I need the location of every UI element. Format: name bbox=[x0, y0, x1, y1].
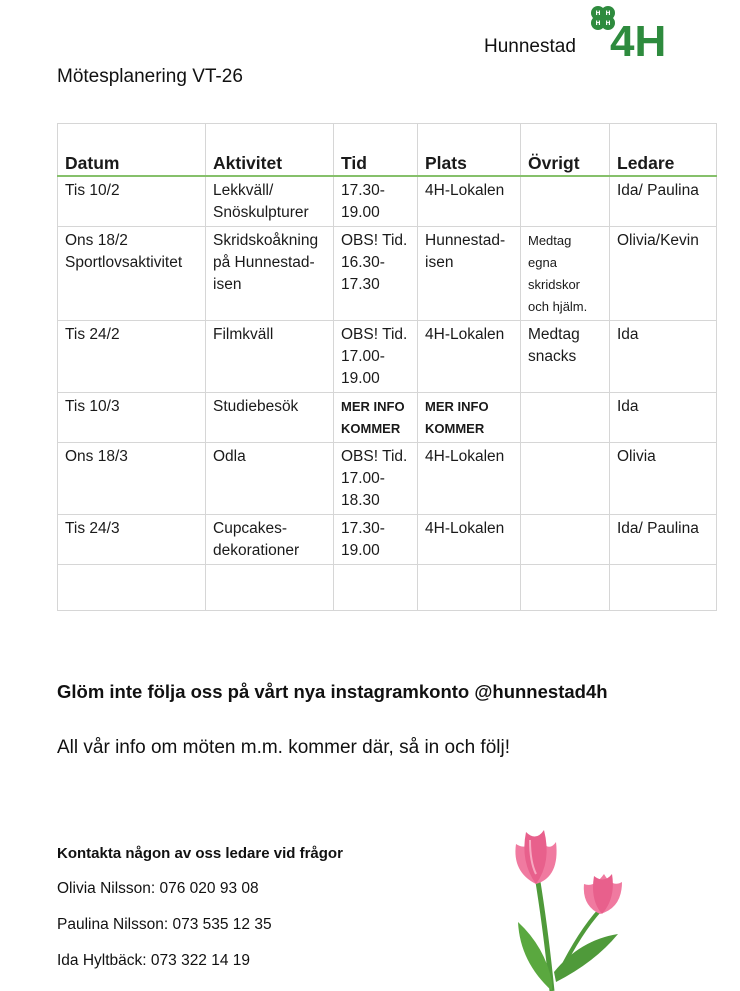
cell-ledare: Olivia bbox=[610, 443, 717, 515]
cell-plats: MER INFO KOMMER bbox=[418, 393, 521, 443]
column-header: Datum bbox=[58, 124, 206, 177]
table-row bbox=[58, 321, 717, 393]
cell-aktivitet: Lekkväll/ Snöskulpturer bbox=[206, 176, 334, 227]
cell-tid: OBS! Tid. 17.00-18.30 bbox=[334, 443, 418, 515]
table-row bbox=[58, 515, 717, 565]
cell-aktivitet: Skridskoåkning på Hunnestad-isen bbox=[206, 227, 334, 321]
cell-ovrigt bbox=[521, 443, 610, 515]
column-header: Aktivitet bbox=[206, 124, 334, 177]
cell-tid: OBS! Tid. 17.00-19.00 bbox=[334, 321, 418, 393]
svg-text:H: H bbox=[605, 10, 611, 17]
tulip-flower-large bbox=[515, 830, 556, 884]
cell-ovrigt bbox=[521, 515, 610, 565]
svg-text:H: H bbox=[605, 20, 611, 27]
cell-plats: 4H-Lokalen bbox=[418, 515, 521, 565]
column-header: Tid bbox=[334, 124, 418, 177]
contact-item: Olivia Nilsson: 076 020 93 08 bbox=[57, 880, 259, 897]
cell-plats: 4H-Lokalen bbox=[418, 443, 521, 515]
cell-aktivitet: Studiebesök bbox=[206, 393, 334, 443]
cell-tid: MER INFO KOMMER bbox=[334, 393, 418, 443]
cell-aktivitet: Filmkväll bbox=[206, 321, 334, 393]
cell-datum: Tis 24/3 bbox=[58, 515, 206, 565]
svg-text:H: H bbox=[595, 20, 601, 27]
contact-item: Paulina Nilsson: 073 535 12 35 bbox=[57, 916, 272, 933]
cell-tid: OBS! Tid. 16.30-17.30 bbox=[334, 227, 418, 321]
table-row-empty bbox=[58, 565, 717, 611]
cell-datum: Ons 18/2 Sportlovsaktivitet bbox=[58, 227, 206, 321]
cell-plats: Hunnestad-isen bbox=[418, 227, 521, 321]
cell-ledare: Ida/ Paulina bbox=[610, 176, 717, 227]
cell-ledare: Ida bbox=[610, 393, 717, 443]
column-header: Ledare bbox=[610, 124, 717, 177]
cell-datum: Tis 10/3 bbox=[58, 393, 206, 443]
cell-aktivitet: Odla bbox=[206, 443, 334, 515]
cell-ovrigt: Medtag snacks bbox=[521, 321, 610, 393]
table-row bbox=[58, 393, 717, 443]
tulip-flower-small bbox=[584, 874, 622, 914]
cell-plats: 4H-Lokalen bbox=[418, 321, 521, 393]
svg-text:H: H bbox=[595, 10, 601, 17]
column-header: Plats bbox=[418, 124, 521, 177]
logo-text: 4H bbox=[610, 17, 667, 60]
cell-datum: Tis 24/2 bbox=[58, 321, 206, 393]
cell-tid: 17.30-19.00 bbox=[334, 515, 418, 565]
schedule-table bbox=[57, 123, 717, 611]
cell-tid: 17.30-19.00 bbox=[334, 176, 418, 227]
cell-ledare: Ida bbox=[610, 321, 717, 393]
table-row bbox=[58, 227, 717, 321]
4h-clover-logo-icon bbox=[586, 4, 668, 60]
cell-ledare: Ida/ Paulina bbox=[610, 515, 717, 565]
cell-plats: 4H-Lokalen bbox=[418, 176, 521, 227]
tulip-illustration-icon bbox=[490, 822, 640, 991]
cell-ovrigt bbox=[521, 176, 610, 227]
contact-item: Ida Hyltbäck: 073 322 14 19 bbox=[57, 952, 251, 969]
column-header: Övrigt bbox=[521, 124, 610, 177]
info-line: All vår info om möten m.m. kommer där, så in och följ! bbox=[57, 737, 510, 758]
table-header-row bbox=[58, 124, 717, 177]
contact-heading: Kontakta någon av oss ledare vid frågor bbox=[57, 845, 343, 862]
cell-ovrigt: Medtag egna skridskor och hjälm. bbox=[521, 227, 610, 321]
cell-aktivitet: Cupcakes-dekorationer bbox=[206, 515, 334, 565]
org-name: Hunnestad bbox=[484, 36, 576, 57]
cell-ovrigt bbox=[521, 393, 610, 443]
instagram-promo: Glöm inte följa oss på vårt nya instagramkonto @hunnestad4h bbox=[57, 681, 608, 702]
cell-datum: Ons 18/3 bbox=[58, 443, 206, 515]
page-title: Mötesplanering VT-26 bbox=[57, 66, 243, 87]
table-row bbox=[58, 176, 717, 227]
cell-datum: Tis 10/2 bbox=[58, 176, 206, 227]
cell-ledare: Olivia/Kevin bbox=[610, 227, 717, 321]
table-row bbox=[58, 443, 717, 515]
